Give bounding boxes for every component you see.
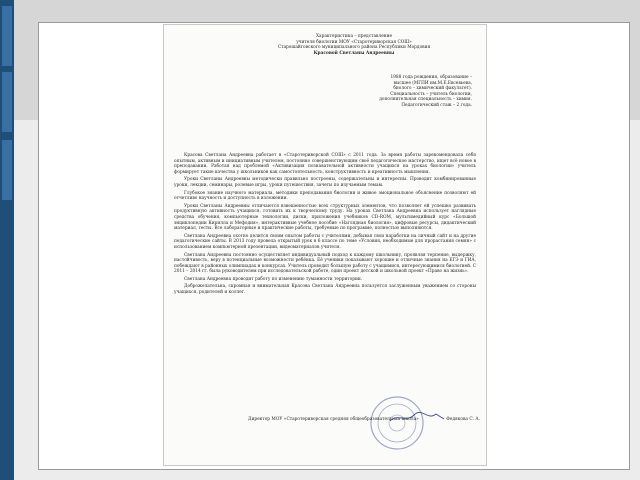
body-paragraph: Глубокое знание научного материала, методики преподавания биологии и живое эмоциональное объяснение позволяют ей отчетливо научность и доступность в изложении. [174, 190, 476, 202]
body-paragraph: Уроки Светланы Андреевны отличаются взвешенностью всех структурных элементов, что позволяет ей успешно развивать продуктивную активность учащихся, готовить их к творческому труду. На уроках Светлана Андреевна использует наглядные средства обучения, компьютерные технологии, диски, приложения учебников CD-ROM, мультимедийный курс «Большой энциклопедии Кирилла и Мефодия», интерактивные учебное пособие «Наглядная биология», цифровые ресурсы, дидактический материал, тесты. Все лабораторные и практические работы, требуемые по программе, полностью выполняются. [174, 203, 476, 232]
teacher-name: Красовой Светланы Андреевны [313, 50, 395, 56]
body-paragraph: Светлана Андреевна охотно делится своим опытом работы с учителями, добывая свои наработки на личный сайт и на другие педагогические сайты. В 2013 году провела открытый урок в 6 классе по теме «Условия, необходимые для прорастания семян» с использованием компьютерной презентации, видеоматериалов учителя. [174, 233, 476, 250]
header-line: Характеристика – представление [315, 34, 393, 39]
signature-label: Директор МОУ «Старотериворская средняя общеобразовательная школа» [248, 417, 419, 422]
slide-left-bar [0, 0, 14, 480]
handwritten-signature [388, 411, 448, 425]
info-line: высшее (МГПИ им.М.Е.Евсевьева, [393, 80, 472, 86]
signature-block [248, 417, 480, 423]
header-line: Старошайговского муниципального района Республики Мордовия [277, 45, 431, 51]
left-bar-segment [2, 72, 12, 132]
info-line: 1988 года рождения, образование – [390, 75, 472, 80]
info-line: дополнительная специальность – химия. [379, 97, 472, 103]
body-paragraph: Красова Светлана Андреевна работает в «Старотериворской СОШ» с 2011 года. За время работы зарекомендовала себя опытным, активным и инициативным учителем, постоянно совершенствующим своё педагогическое мастерство, ищет всё новое в преподавании. Работая над проблемой «Активизация познавательной активности учащихся на уроках биологии» учитель формирует такие качества у школьников как самостоятельность, конструктивность и креативность мышления. [174, 153, 476, 175]
body-paragraph: Светлана Андреевна проводит работу по изменению туманности территории. [184, 276, 363, 282]
info-line: биолого – химический факультет). [393, 86, 472, 92]
body-paragraph: Светлана Андреевна постоянно осуществляет индивидуальный подход к каждому школьнику, проявляя терпение, выдержку, настойчивость, веру в потенциальные возможности ребёнка. Её ученики показывают хорошие и отличные знания на ЕГЭ и ГИА, побеждают в районных олимпиадах и конкурсах. Учитель проводит большую работу с учащимися, интересующимися биологией. С 2011 – 2014 гг. была руководителем при исследовательской работе, один проект детской и школьной проект «Право на жизнь». [174, 252, 476, 275]
left-bar-segment [2, 140, 12, 200]
left-bar-segment [2, 6, 12, 66]
document-header [244, 34, 464, 56]
document-body [174, 153, 476, 298]
scanned-document [163, 24, 487, 466]
body-paragraph: Уроки Светланы Андреевны методически правильно построены, содержательны и интересны. Проводит комбинированные уроки, лекции, семинары, ролевые игры, уроки путешествия, зачеты по изучаемым темам. [174, 177, 476, 188]
header-line: учителя биологии МОУ «Старотериворская СОШ» [296, 39, 412, 45]
teacher-info [332, 75, 472, 109]
info-line: Специальность – учитель биологии, [390, 91, 472, 97]
body-paragraph: Доброжелательна, скромная и внимательная Красова Светлана Андреевна пользуется заслуженным уважением со стороны учащихся, родителей и коллег. [174, 284, 476, 296]
signature-name: Федякова С. А. [446, 417, 480, 422]
info-line: Педагогический стаж – 2 года. [401, 102, 472, 108]
